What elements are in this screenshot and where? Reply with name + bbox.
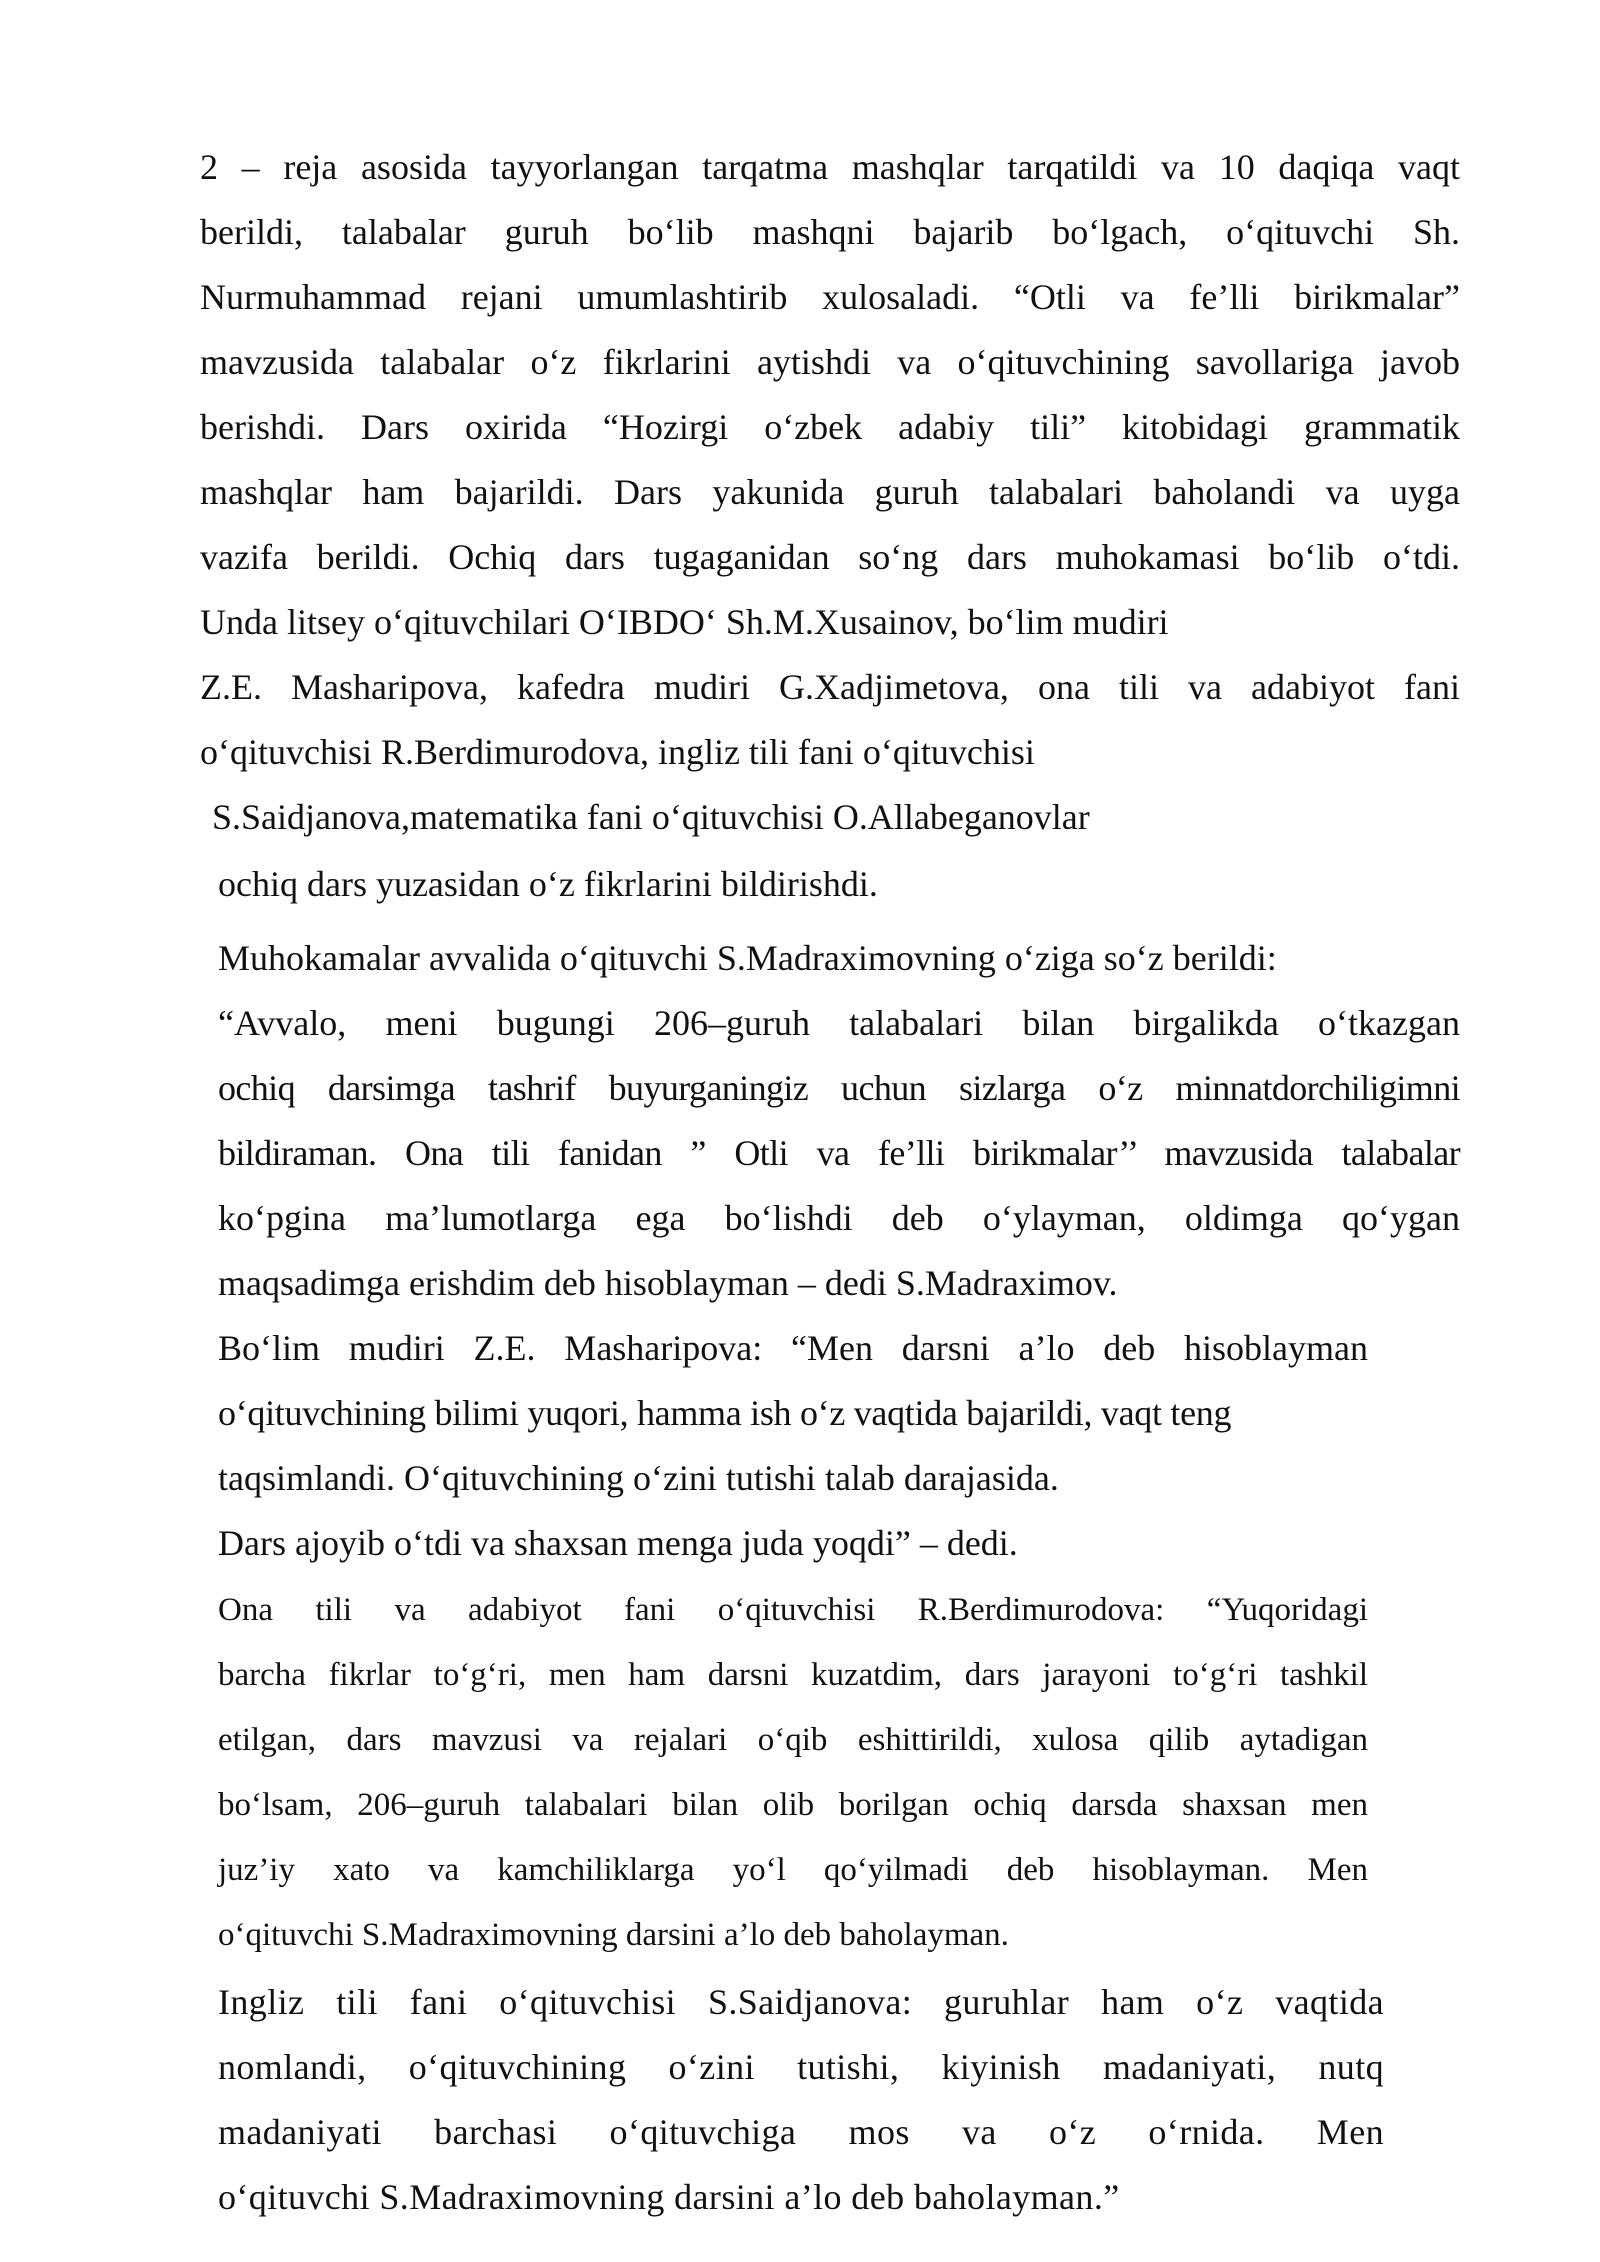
text-line: S.Saidjanova,matematika fani o‘qituvchisi O.Allabeganovlar <box>212 797 1090 837</box>
text-line: barcha fikrlar to‘g‘ri, men ham darsni kuzatdim, dars jarayoni to‘g‘ri tashkil <box>218 1657 1368 1693</box>
text-line: 2 – reja asosida tayyorlangan tarqatma mashqlar tarqatildi va 10 daqiqa vaqt <box>200 147 1460 187</box>
text-line: berishdi. Dars oxirida “Hozirgi o‘zbek adabiy tili” kitobidagi grammatik <box>200 407 1460 447</box>
text-line: nomlandi, o‘qituvchining o‘zini tutishi, kiyinish madaniyati, nutq <box>218 2047 1384 2087</box>
text-line: ochiq darsimga tashrif buyurganingiz uchun sizlarga o‘z minnatdorchiligimni <box>218 1068 1460 1108</box>
text-line: Muhokamalar avvalida o‘qituvchi S.Madraximovning o‘ziga so‘z berildi: <box>218 938 1277 978</box>
text-line: vazifa berildi. Ochiq dars tugaganidan so‘ng dars muhokamasi bo‘lib o‘tdi. <box>200 537 1460 577</box>
text-line: maqsadimga erishdim deb hisoblayman – dedi S.Madraximov. <box>218 1263 1118 1303</box>
text-line: Ingliz tili fani o‘qituvchisi S.Saidjanova: guruhlar ham o‘z vaqtida <box>218 1982 1384 2022</box>
text-line: mavzusida talabalar o‘z fikrlarini aytishdi va o‘qituvchining savollariga javob <box>200 342 1460 382</box>
text-line: madaniyati barchasi o‘qituvchiga mos va o‘z o‘rnida. Men <box>218 2112 1384 2152</box>
text-line: taqsimlandi. O‘qituvchining o‘zini tutishi talab darajasida. <box>218 1458 1059 1498</box>
text-line: ochiq dars yuzasidan o‘z fikrlarini bildirishdi. <box>218 864 878 904</box>
text-line: “Avvalo, meni bugungi 206–guruh talabalari bilan birgalikda o‘tkazgan <box>218 1003 1460 1043</box>
text-line: ko‘pgina ma’lumotlarga ega bo‘lishdi deb o‘ylayman, oldimga qo‘ygan <box>218 1198 1460 1238</box>
text-line: bo‘lsam, 206–guruh talabalari bilan olib borilgan ochiq darsda shaxsan men <box>218 1787 1368 1823</box>
text-line: o‘qituvchining bilimi yuqori, hamma ish o‘z vaqtida bajarildi, vaqt teng <box>218 1393 1232 1433</box>
text-line: o‘qituvchi S.Madraximovning darsini a’lo deb baholayman. <box>218 1917 1009 1953</box>
text-line: Z.E. Masharipova, kafedra mudiri G.Xadjimetova, ona tili va adabiyot fani <box>200 667 1460 707</box>
text-line: Dars ajoyib o‘tdi va shaxsan menga juda yoqdi” – dedi. <box>218 1523 1018 1563</box>
text-line: o‘qituvchi S.Madraximovning darsini a’lo deb baholayman.” <box>218 2177 1120 2217</box>
text-line: berildi, talabalar guruh bo‘lib mashqni bajarib bo‘lgach, o‘qituvchi Sh. <box>200 212 1460 252</box>
text-line: juz’iy xato va kamchiliklarga yo‘l qo‘yilmadi deb hisoblayman. Men <box>218 1852 1368 1888</box>
text-line: mashqlar ham bajarildi. Dars yakunida guruh talabalari baholandi va uyga <box>200 472 1460 512</box>
text-line: bildiraman. Ona tili fanidan ” Otli va fe’lli birikmalar’’ mavzusida talabalar <box>218 1133 1460 1173</box>
text-line: Unda litsey o‘qituvchilari O‘IBDO‘ Sh.M.Xusainov, bo‘lim mudiri <box>200 602 1169 642</box>
text-line: o‘qituvchisi R.Berdimurodova, ingliz tili fani o‘qituvchisi <box>200 732 1035 772</box>
text-line: etilgan, dars mavzusi va rejalari o‘qib eshittirildi, xulosa qilib aytadigan <box>218 1722 1368 1758</box>
text-line: Nurmuhammad rejani umumlashtirib xulosaladi. “Otli va fe’lli birikmalar” <box>200 277 1460 317</box>
text-line: Ona tili va adabiyot fani o‘qituvchisi R.Berdimurodova: “Yuqoridagi <box>218 1592 1368 1628</box>
text-line: Bo‘lim mudiri Z.E. Masharipova: “Men darsni a’lo deb hisoblayman <box>218 1328 1368 1368</box>
